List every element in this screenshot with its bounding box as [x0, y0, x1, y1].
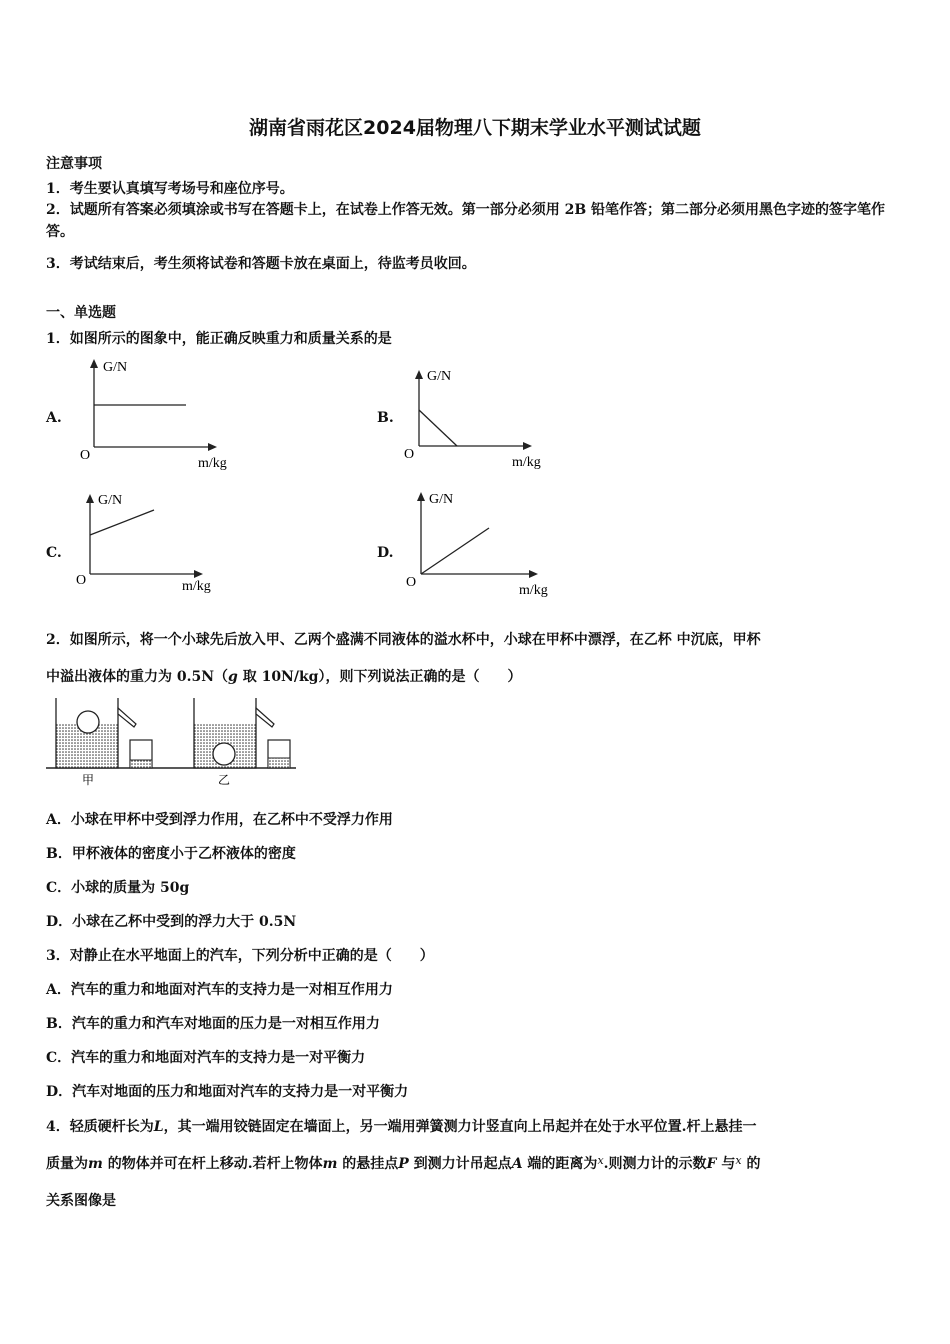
q4-stem-line1 [46, 1116, 756, 1136]
label-yi: 乙 [218, 773, 231, 787]
q3-option-a: A．汽车的重力和地面对汽车的支持力是一对相互作用力 [46, 982, 393, 998]
q4-text: 的 [741, 1156, 761, 1172]
q4-text: 的悬挂点 [337, 1156, 399, 1172]
x-label: m/kg [182, 579, 211, 594]
spout-yi [256, 708, 274, 727]
q1-option-c-label: C. [46, 545, 62, 561]
q2-overflow-cups-figure [44, 694, 304, 790]
q1-graph-d [397, 488, 572, 600]
x-axis-arrow [208, 443, 217, 451]
x-label: m/kg [519, 583, 548, 598]
q1-graph-c [70, 488, 240, 596]
q4-stem-line3: 关系图像是 [46, 1193, 116, 1209]
notice-heading: 注意事项 [46, 156, 102, 172]
x-axis-arrow [529, 570, 538, 578]
section-heading: 一、单选题 [46, 305, 116, 321]
notice-item-3: 3．考试结束后，考生须将试卷和答题卡放在桌面上，待监考员收回。 [46, 256, 476, 272]
q1-graph-a [70, 355, 250, 475]
q1-option-d-label: D. [377, 545, 394, 561]
q4-text: 与 [716, 1156, 736, 1172]
origin-label: O [404, 447, 415, 462]
q3-option-b: B．汽车的重力和汽车对地面的压力是一对相互作用力 [46, 1016, 380, 1032]
origin-label: O [80, 448, 91, 463]
graph-line [419, 410, 457, 446]
origin-label: O [76, 573, 87, 588]
q4-var-m: m [88, 1156, 103, 1172]
x-label: m/kg [512, 455, 541, 470]
y-axis-arrow [90, 359, 98, 368]
q4-var-A: A [511, 1156, 523, 1172]
cup-jia [56, 698, 152, 768]
q3-option-d: D．汽车对地面的压力和地面对汽车的支持力是一对平衡力 [46, 1084, 409, 1100]
q1-option-a-label: A. [46, 410, 62, 426]
q1-stem: 1．如图所示的图象中，能正确反映重力和质量关系的是 [46, 331, 392, 347]
q2-stem-line1: 2．如图所示，将一个小球先后放入甲、乙两个盛满不同液体的溢水杯中，小球在甲杯中漂浮，在乙杯 中沉底，甲杯 [46, 632, 761, 648]
graph-line [421, 528, 489, 574]
q4-var-P: P [398, 1156, 409, 1172]
x-axis-arrow [523, 442, 532, 450]
q2-var-g: g [228, 669, 238, 685]
q4-text: 4．轻质硬杆长为 [46, 1119, 154, 1135]
label-jia: 甲 [82, 773, 95, 787]
y-label: G/N [427, 369, 452, 384]
x-label: m/kg [198, 456, 227, 471]
y-label: G/N [103, 360, 128, 375]
y-axis-arrow [417, 492, 425, 501]
q3-option-c: C．汽车的重力和地面对汽车的支持力是一对平衡力 [46, 1050, 366, 1066]
cup-yi [194, 698, 290, 768]
q1-option-b-label: B. [377, 410, 394, 426]
q4-text: ，其一端用铰链固定在墙面上，另一端用弹簧测力计竖直向上吊起并在处于水平位置.杆上悬挂一 [163, 1119, 757, 1135]
q4-text: 端的距离为 [522, 1156, 598, 1172]
ball-floating [77, 711, 99, 733]
q4-var-F: F [706, 1156, 717, 1172]
y-axis-arrow [86, 494, 94, 503]
q4-var-x: x [735, 1154, 742, 1167]
q4-text: .则测力计的示数 [603, 1156, 707, 1172]
notice-item-1: 1．考生要认真填写考场号和座位序号。 [46, 181, 294, 197]
q2-stem-text-a: 中溢出液体的重力为 0.5N（ [46, 669, 229, 685]
q4-var-m: m [322, 1156, 338, 1172]
q3-stem: 3．对静止在水平地面上的汽车，下列分析中正确的是（ ） [46, 948, 434, 964]
q2-option-d: D．小球在乙杯中受到的浮力大于 0.5N [46, 914, 297, 930]
q2-option-a: A．小球在甲杯中受到浮力作用，在乙杯中不受浮力作用 [46, 812, 393, 828]
q4-text: 的物体并可在杆上移动.若杆上物体 [102, 1156, 323, 1172]
ball-sunk [213, 743, 235, 765]
notice-item-2: 2．试题所有答案必须填涂或书写在答题卡上，在试卷上作答无效。第一部分必须用 2B 铅笔作答；第二部分必须用黑色字迹的签字笔作答。 [46, 202, 886, 240]
y-label: G/N [429, 492, 454, 507]
spout-jia [118, 708, 136, 727]
q2-option-b: B．甲杯液体的密度小于乙杯液体的密度 [46, 846, 296, 862]
q2-option-c: C．小球的质量为 50g [46, 880, 190, 896]
x-axis-arrow [194, 570, 203, 578]
q4-text: 到测力计吊起点 [408, 1156, 512, 1172]
q4-stem-line2 [46, 1153, 760, 1173]
graph-line [90, 510, 154, 535]
y-axis-arrow [415, 370, 423, 379]
q4-text: 质量为 [46, 1156, 88, 1172]
q4-var-L: L [153, 1119, 164, 1135]
page-title: 湖南省雨花区2024届物理八下期末学业水平测试试题 [249, 117, 701, 139]
q4-var-x: x [597, 1154, 604, 1167]
origin-label: O [406, 575, 417, 590]
q2-stem-line2 [46, 666, 521, 686]
y-label: G/N [98, 493, 123, 508]
q1-graph-b [395, 362, 575, 477]
q2-stem-text-b: 取 10N/kg），则下列说法正确的是（ ） [237, 669, 522, 685]
